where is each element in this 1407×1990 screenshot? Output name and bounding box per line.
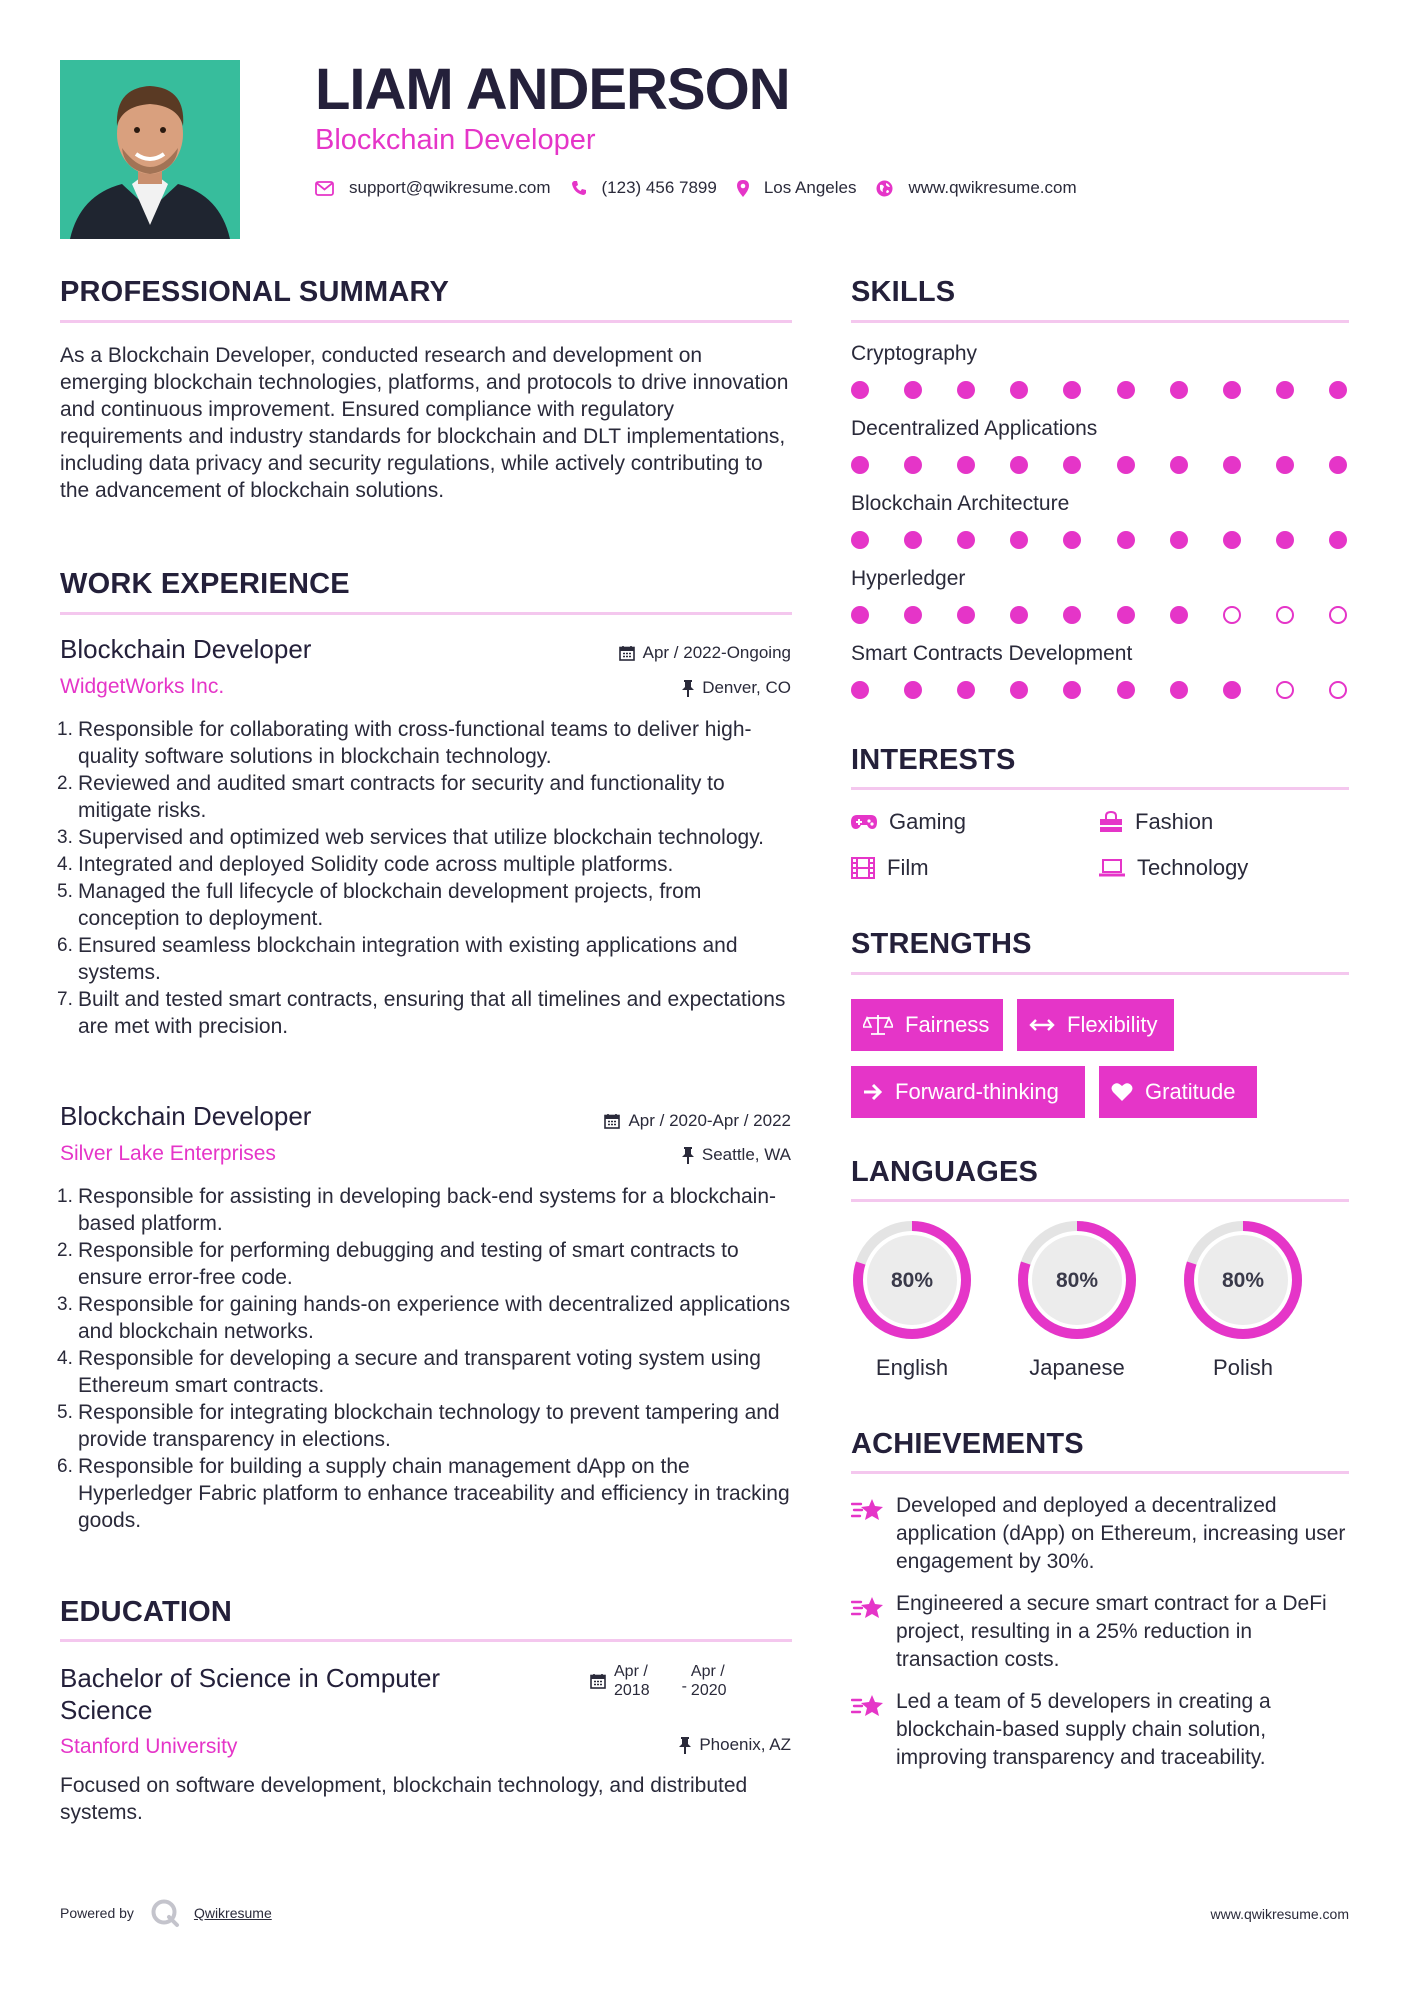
phone-text: (123) 456 7899 xyxy=(601,178,717,197)
skill-dot-filled xyxy=(957,531,975,549)
education-location xyxy=(679,1735,791,1755)
powered-by-text: Powered by xyxy=(60,1905,134,1921)
email-text: support@qwikresume.com xyxy=(349,178,551,197)
skill-dot-filled xyxy=(1010,606,1028,624)
job-location-text: Seattle, WA xyxy=(701,1145,791,1164)
heart-icon xyxy=(1111,1082,1133,1102)
contact-email[interactable] xyxy=(315,178,551,198)
phone-icon xyxy=(571,180,587,196)
education-dates xyxy=(590,1662,727,1700)
skill-rating xyxy=(851,606,1349,626)
skill-rating xyxy=(851,456,1349,476)
footer-url[interactable]: www.qwikresume.com xyxy=(1210,1906,1349,1922)
language-name: English xyxy=(875,1355,949,1380)
skill-dot-filled xyxy=(1063,456,1081,474)
summary-rule xyxy=(60,320,792,323)
skill-dot-filled xyxy=(1170,456,1188,474)
company-name: Silver Lake Enterprises xyxy=(60,1142,276,1165)
interest-item xyxy=(1099,855,1248,881)
strength-label: Gratitude xyxy=(1145,1079,1236,1104)
skill-dot-filled xyxy=(1010,456,1028,474)
list-item: 6. Ensured seamless blockchain integration with existing applications and systems. xyxy=(57,934,738,984)
skill-rating xyxy=(851,531,1349,551)
list-item: 5. Managed the full lifecycle of blockchain development projects, from conception to deployment. xyxy=(57,880,702,930)
strength-label: Forward-thinking xyxy=(895,1079,1059,1104)
skill-dot-filled xyxy=(851,456,869,474)
pushpin-icon xyxy=(679,1737,691,1754)
degree-line: Bachelor of Science in Computer xyxy=(60,1663,441,1693)
school-name: Stanford University xyxy=(60,1735,238,1758)
achievements-rule xyxy=(851,1471,1349,1474)
company-name: WidgetWorks Inc. xyxy=(60,675,225,698)
job-title: Blockchain Developer xyxy=(60,1101,312,1131)
skill-dot-filled xyxy=(1010,531,1028,549)
education-heading: EDUCATION xyxy=(60,1596,233,1628)
calendar-icon xyxy=(619,645,635,661)
skill-dot-filled xyxy=(1276,531,1294,549)
skill-dot-filled xyxy=(1329,531,1347,549)
degree-title xyxy=(60,1662,440,1726)
skill-dot-filled xyxy=(1329,456,1347,474)
calendar-icon xyxy=(590,1673,606,1689)
skill-dot-filled xyxy=(1117,456,1135,474)
skill-dot-empty xyxy=(1276,606,1294,624)
job-date xyxy=(619,643,791,663)
skill-dot-filled xyxy=(851,381,869,399)
list-item: 7. Built and tested smart contracts, ensuring that all timelines and expectations are met with precision. xyxy=(57,988,786,1038)
interest-label: Gaming xyxy=(889,809,967,834)
envelope-icon xyxy=(315,181,334,196)
skill-dot-filled xyxy=(1117,606,1135,624)
skill-dot-filled xyxy=(1170,681,1188,699)
interest-label: Technology xyxy=(1137,855,1249,880)
skill-dot-filled xyxy=(1223,381,1241,399)
skill-dot-filled xyxy=(904,531,922,549)
film-icon xyxy=(851,857,875,879)
skill-dot-filled xyxy=(1063,381,1081,399)
qwikresume-logo-icon xyxy=(150,1898,180,1928)
education-end: Apr / 2020 xyxy=(690,1663,727,1699)
brand-link[interactable]: Qwikresume xyxy=(193,1905,272,1921)
strength-tag xyxy=(1017,999,1174,1051)
duties-list xyxy=(57,716,800,1040)
skill-dot-filled xyxy=(904,456,922,474)
skill-dot-filled xyxy=(957,456,975,474)
candidate-role: Blockchain Developer xyxy=(315,124,596,156)
skill-dot-empty xyxy=(1329,606,1347,624)
job-location xyxy=(682,678,791,698)
summary-text: As a Blockchain Developer, conducted research and development on emerging blockchain technologies, platforms, and protocols to drive innovation and continuous improvement. Ensured compliance with regulatory requirements and industry standards for blockchain and DLT implementations, including data privacy and security regulations, while actively contributing to the advancement of blockchain solutions. xyxy=(60,344,789,502)
education-location-text: Phoenix, AZ xyxy=(699,1735,791,1754)
skill-dot-filled xyxy=(1223,531,1241,549)
skill-dot-filled xyxy=(1276,456,1294,474)
skills-heading: SKILLS xyxy=(851,276,956,308)
interest-item xyxy=(851,809,966,835)
education-text: Focused on software development, blockchain technology, and distributed systems. xyxy=(60,1774,748,1824)
strength-tag xyxy=(1099,1066,1257,1118)
globe-icon xyxy=(876,180,893,197)
skill-dot-empty xyxy=(1329,681,1347,699)
skill-dot-filled xyxy=(1010,381,1028,399)
arrows-horizontal-icon xyxy=(1029,1018,1055,1032)
skills-rule xyxy=(851,320,1349,323)
list-item: 1. Responsible for assisting in developing back-end systems for a blockchain-based platform. xyxy=(57,1185,777,1235)
candidate-name: LIAM ANDERSON xyxy=(315,57,790,122)
skill-name: Blockchain Architecture xyxy=(851,492,1070,515)
profile-photo xyxy=(60,60,240,239)
language-name: Polish xyxy=(1213,1355,1273,1380)
job-title: Blockchain Developer xyxy=(60,634,312,664)
gamepad-icon xyxy=(851,814,877,830)
strength-tag xyxy=(851,1066,1085,1118)
interests-rule xyxy=(851,787,1349,790)
education-rule xyxy=(60,1639,792,1642)
strength-label: Flexibility xyxy=(1067,1012,1158,1037)
contact-bar xyxy=(315,178,1097,198)
shooting-star-icon xyxy=(851,1496,885,1524)
strengths-rule xyxy=(851,972,1349,975)
language-ring xyxy=(1182,1219,1304,1341)
interest-label: Fashion xyxy=(1135,809,1214,834)
language-name: Japanese xyxy=(1029,1355,1125,1380)
strength-tag xyxy=(851,999,1003,1051)
skill-dot-filled xyxy=(1170,381,1188,399)
achievement-text: Led a team of 5 developers in creating a blockchain-based supply chain solution, improving transparency and traceability. xyxy=(896,1690,1271,1769)
skill-dot-filled xyxy=(1170,531,1188,549)
skill-name: Smart Contracts Development xyxy=(851,642,1133,665)
languages-heading: LANGUAGES xyxy=(851,1156,1039,1188)
list-item: 6. Responsible for building a supply chain management dApp on the Hyperledger Fabric platform to enhance traceability and efficiency in tracking goods. xyxy=(57,1455,790,1532)
job-date-text: Apr / 2020-Apr / 2022 xyxy=(628,1111,791,1130)
skill-dot-filled xyxy=(904,606,922,624)
skill-dot-filled xyxy=(1063,531,1081,549)
duties-list xyxy=(57,1183,800,1534)
degree-line: Science xyxy=(60,1695,153,1725)
list-item: 3. Responsible for gaining hands-on experience with decentralized applications and blockchain networks. xyxy=(57,1293,791,1343)
language-percent: 80% xyxy=(1055,1269,1099,1292)
job-location-text: Denver, CO xyxy=(702,678,791,697)
location-text: Los Angeles xyxy=(763,178,857,197)
interest-label: Film xyxy=(887,855,929,880)
skill-dot-filled xyxy=(1276,381,1294,399)
skill-dot-filled xyxy=(1223,456,1241,474)
contact-phone[interactable] xyxy=(571,178,717,198)
list-item: 3. Supervised and optimized web services that utilize blockchain technology. xyxy=(57,826,764,849)
map-pin-icon xyxy=(737,180,749,197)
laptop-icon xyxy=(1099,859,1125,877)
contact-website[interactable] xyxy=(876,178,1076,198)
language-ring xyxy=(851,1219,973,1341)
skill-dot-filled xyxy=(904,681,922,699)
skill-dot-filled xyxy=(851,531,869,549)
achievement-text: Engineered a secure smart contract for a DeFi project, resulting in a 25% reduction in transaction costs. xyxy=(896,1592,1327,1671)
calendar-icon xyxy=(604,1113,620,1129)
website-text: www.qwikresume.com xyxy=(908,178,1077,197)
skill-dot-filled xyxy=(1170,606,1188,624)
skill-dot-filled xyxy=(1223,681,1241,699)
job-location xyxy=(682,1145,791,1165)
interest-item xyxy=(1099,809,1213,835)
shooting-star-icon xyxy=(851,1594,885,1622)
job-date-text: Apr / 2022-Ongoing xyxy=(642,643,791,662)
skill-dot-filled xyxy=(1117,531,1135,549)
skill-dot-filled xyxy=(1063,606,1081,624)
skill-dot-filled xyxy=(1329,381,1347,399)
experience-heading: WORK EXPERIENCE xyxy=(60,568,350,600)
list-item: 2. Responsible for performing debugging and testing of smart contracts to ensure error-free code. xyxy=(57,1239,739,1289)
skill-name: Cryptography xyxy=(851,342,978,365)
list-item: 2. Reviewed and audited smart contracts for security and functionality to mitigate risks. xyxy=(57,772,725,822)
achievements-heading: ACHIEVEMENTS xyxy=(851,1428,1084,1460)
contact-location xyxy=(737,178,857,198)
pushpin-icon xyxy=(682,1147,694,1164)
list-item: 1. Responsible for collaborating with cross-functional teams to deliver high-quality software solutions in blockchain technology. xyxy=(57,718,752,768)
skill-dot-empty xyxy=(1276,681,1294,699)
skill-dot-filled xyxy=(851,681,869,699)
footer-powered xyxy=(60,1898,272,1928)
skill-dot-filled xyxy=(904,381,922,399)
experience-rule xyxy=(60,612,792,615)
strength-label: Fairness xyxy=(905,1012,990,1037)
language-percent: 80% xyxy=(890,1269,934,1292)
pushpin-icon xyxy=(682,680,694,697)
strengths-heading: STRENGTHS xyxy=(851,928,1032,960)
skill-dot-filled xyxy=(957,681,975,699)
skill-dot-empty xyxy=(1223,606,1241,624)
skill-dot-filled xyxy=(1117,381,1135,399)
summary-heading: PROFESSIONAL SUMMARY xyxy=(60,276,450,308)
skill-rating xyxy=(851,681,1349,701)
skill-rating xyxy=(851,381,1349,401)
skill-dot-filled xyxy=(957,606,975,624)
languages-rule xyxy=(851,1199,1349,1202)
interests-heading: INTERESTS xyxy=(851,744,1016,776)
scale-icon xyxy=(863,1014,893,1036)
skill-dot-filled xyxy=(1117,681,1135,699)
achievement-text: Developed and deployed a decentralized application (dApp) on Ethereum, increasing user engagement by 30%. xyxy=(896,1494,1346,1573)
shooting-star-icon xyxy=(851,1692,885,1720)
list-item: 4. Responsible for developing a secure and transparent voting system using Ethereum smart contracts. xyxy=(57,1347,761,1397)
skill-dot-filled xyxy=(1063,681,1081,699)
skill-dot-filled xyxy=(851,606,869,624)
shopping-bag-icon xyxy=(1099,811,1123,833)
job-date xyxy=(604,1111,791,1131)
date-dash: - xyxy=(681,1677,687,1695)
skill-name: Hyperledger xyxy=(851,567,966,590)
interest-item xyxy=(851,855,929,881)
education-start: Apr / 2018 xyxy=(614,1663,650,1699)
skill-name: Decentralized Applications xyxy=(851,417,1098,440)
language-percent: 80% xyxy=(1221,1269,1265,1292)
language-ring xyxy=(1016,1219,1138,1341)
skill-dot-filled xyxy=(1010,681,1028,699)
list-item: 4. Integrated and deployed Solidity code across multiple platforms. xyxy=(57,853,674,876)
arrow-right-icon xyxy=(863,1083,883,1101)
list-item: 5. Responsible for integrating blockchain technology to prevent tampering and provide transparency in elections. xyxy=(57,1401,780,1451)
skill-dot-filled xyxy=(957,381,975,399)
